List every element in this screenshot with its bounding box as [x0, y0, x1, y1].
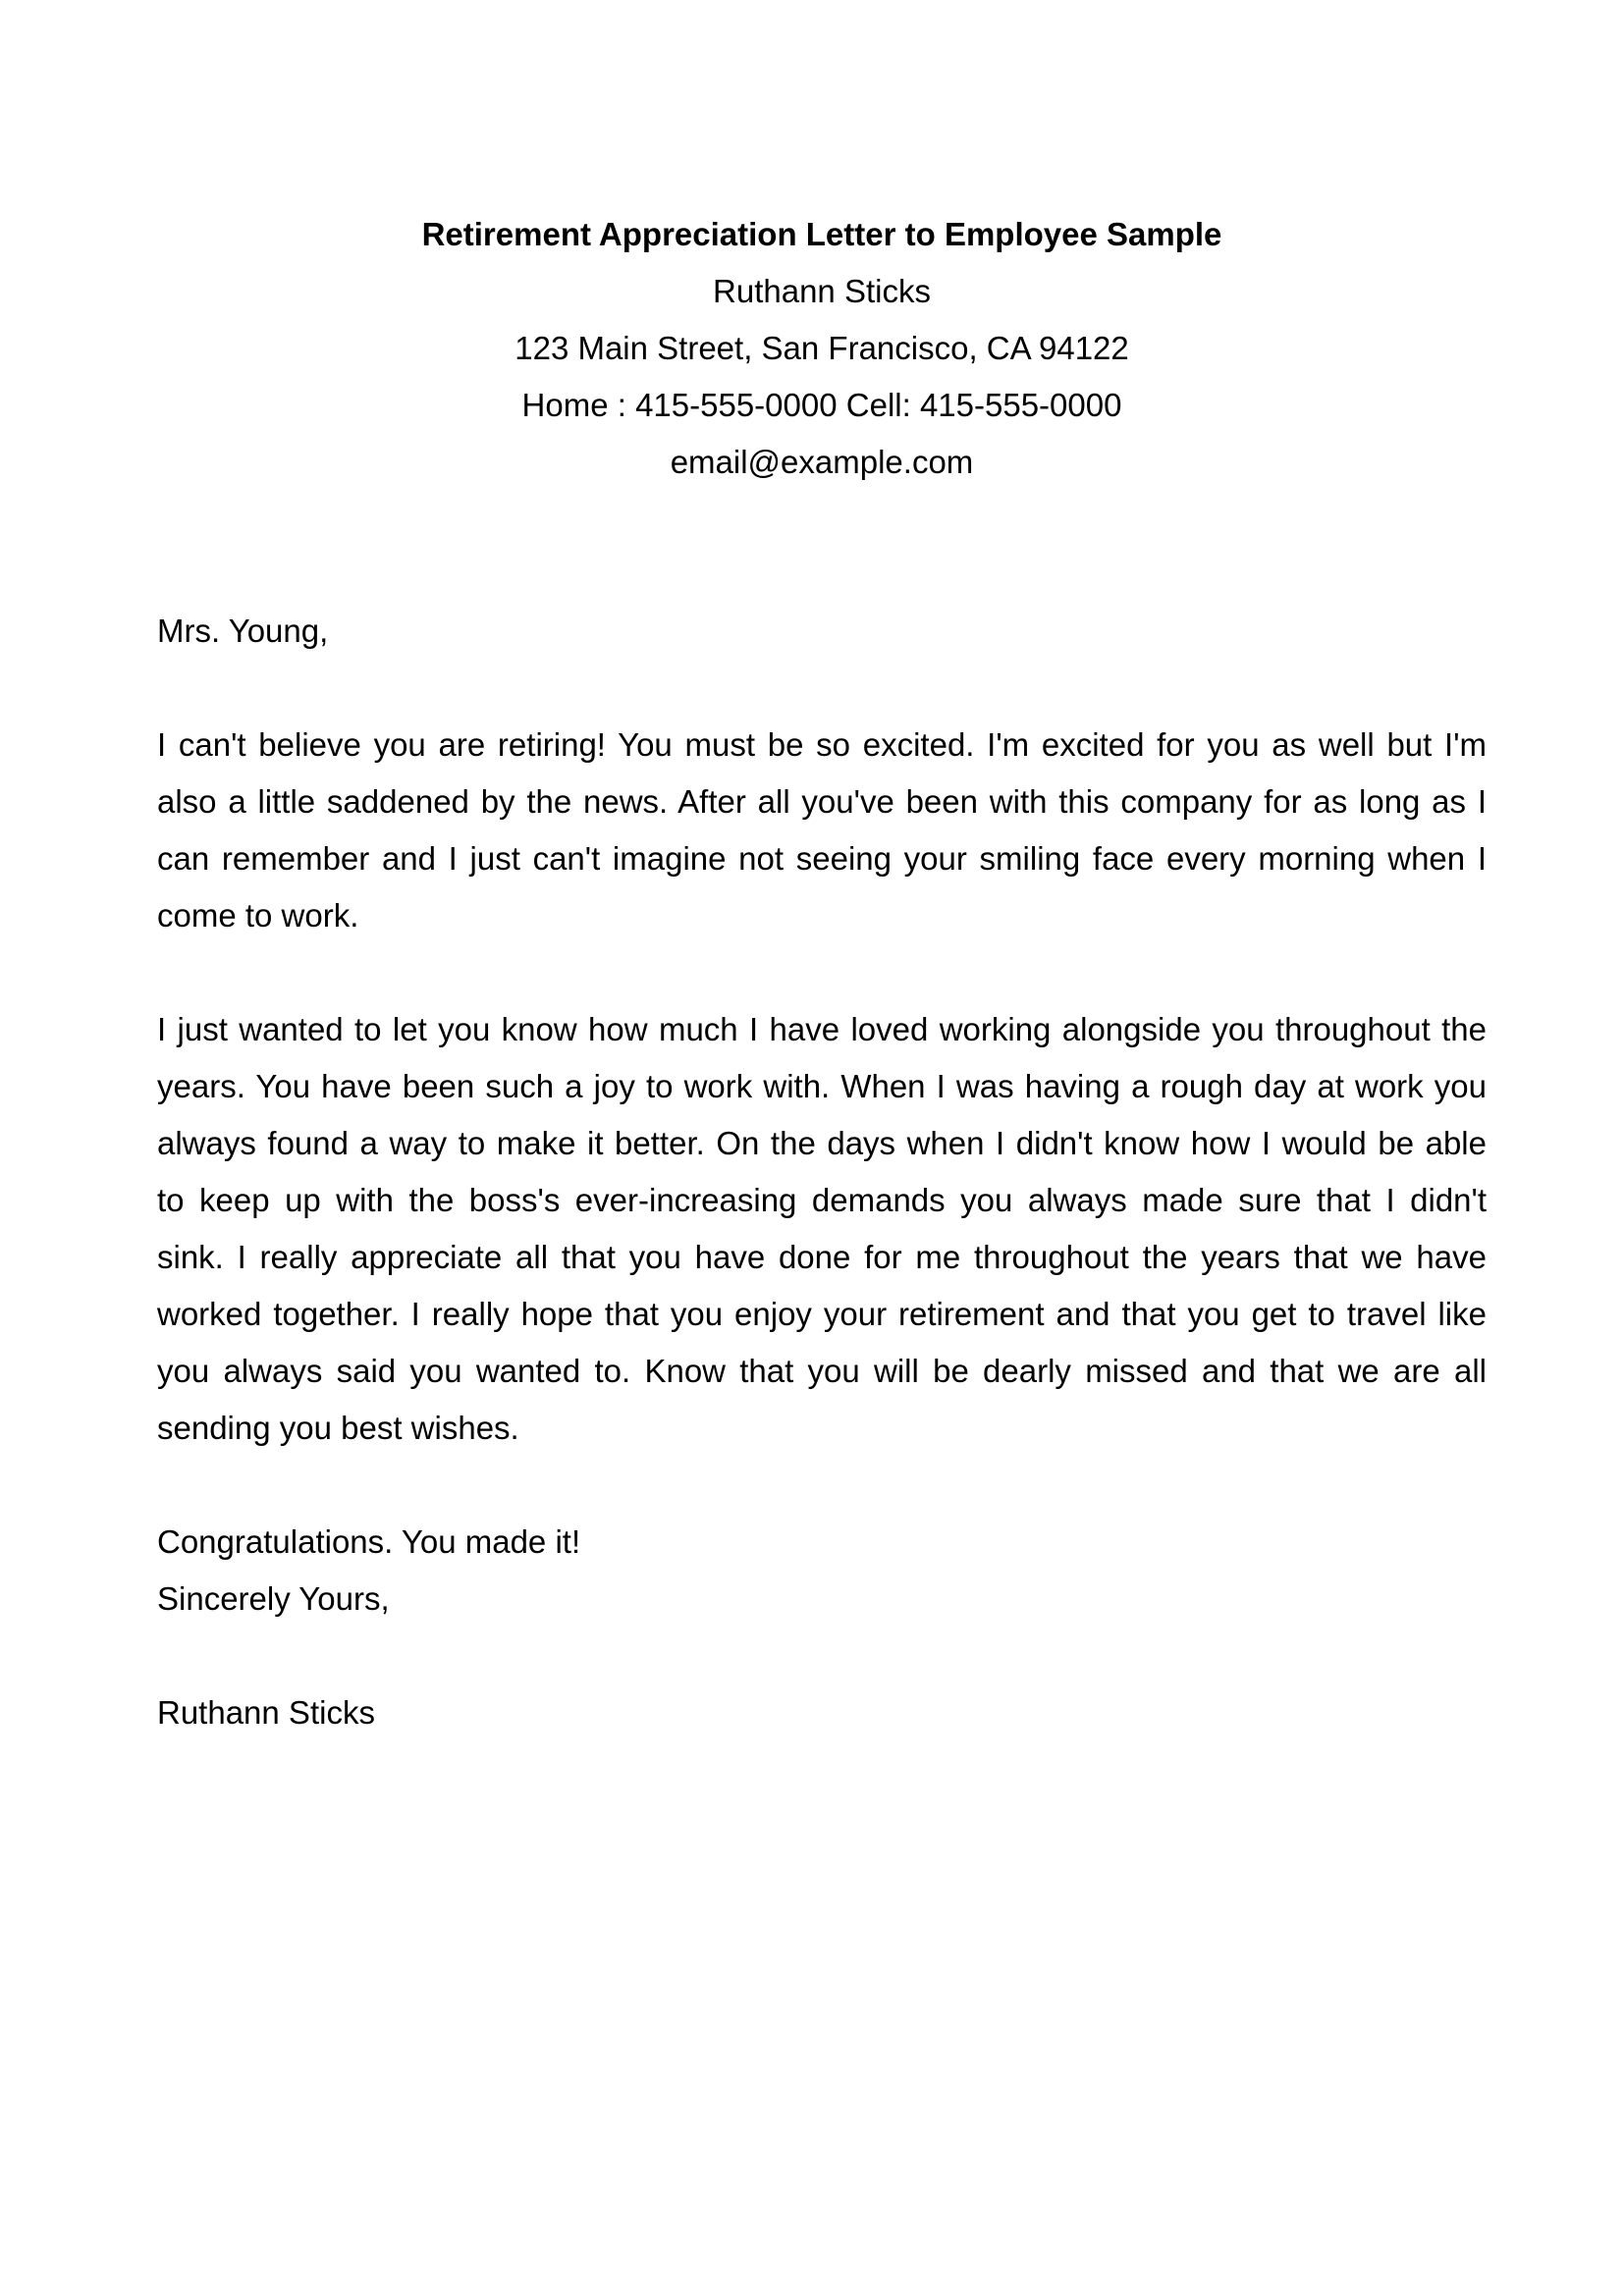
sender-name: Ruthann Sticks: [713, 273, 931, 309]
paragraph-2-line: sending you best wishes.: [157, 1410, 519, 1446]
closing-sincerely: Sincerely Yours,: [157, 1580, 390, 1617]
paragraph-2-line: sink. I really appreciate all that you have done for me throughout the years that we have: [157, 1239, 1487, 1275]
paragraph-2-line: I just wanted to let you know how much I have loved working alongside you throughout the: [157, 1011, 1487, 1047]
sender-address: 123 Main Street, San Francisco, CA 94122: [514, 330, 1129, 366]
paragraph-2-line: always found a way to make it better. On the days when I didn't know how I would be able: [157, 1125, 1487, 1161]
closing-congratulations: Congratulations. You made it!: [157, 1523, 581, 1560]
paragraph-2-line: years. You have been such a joy to work with. When I was having a rough day at work you: [157, 1068, 1487, 1104]
letter-header: [157, 206, 1487, 491]
salutation: Mrs. Young,: [157, 613, 329, 649]
paragraph-1-line: come to work.: [157, 897, 359, 934]
paragraph-1: [157, 717, 1487, 944]
paragraph-1-line: can remember and I just can't imagine not seeing your smiling face every morning when I: [157, 840, 1487, 877]
paragraph-1-line: also a little saddened by the news. After all you've been with this company for as long as I: [157, 783, 1487, 820]
paragraph-2-line: to keep up with the boss's ever-increasing demands you always made sure that I didn't: [157, 1182, 1487, 1218]
paragraph-2: [157, 1001, 1487, 1457]
paragraph-2-line: you always said you wanted to. Know that you will be dearly missed and that we are all: [157, 1353, 1487, 1389]
paragraph-2-line: worked together. I really hope that you enjoy your retirement and that you get to travel like: [157, 1296, 1487, 1332]
sender-phones: Home : 415-555-0000 Cell: 415-555-0000: [521, 387, 1122, 423]
document-title: Retirement Appreciation Letter to Employee Sample: [421, 216, 1222, 252]
signature-name: Ruthann Sticks: [157, 1694, 375, 1731]
paragraph-1-line: I can't believe you are retiring! You must be so excited. I'm excited for you as well but I'm: [157, 726, 1487, 763]
closing: [157, 1514, 1487, 1628]
sender-email: email@example.com: [670, 444, 974, 480]
